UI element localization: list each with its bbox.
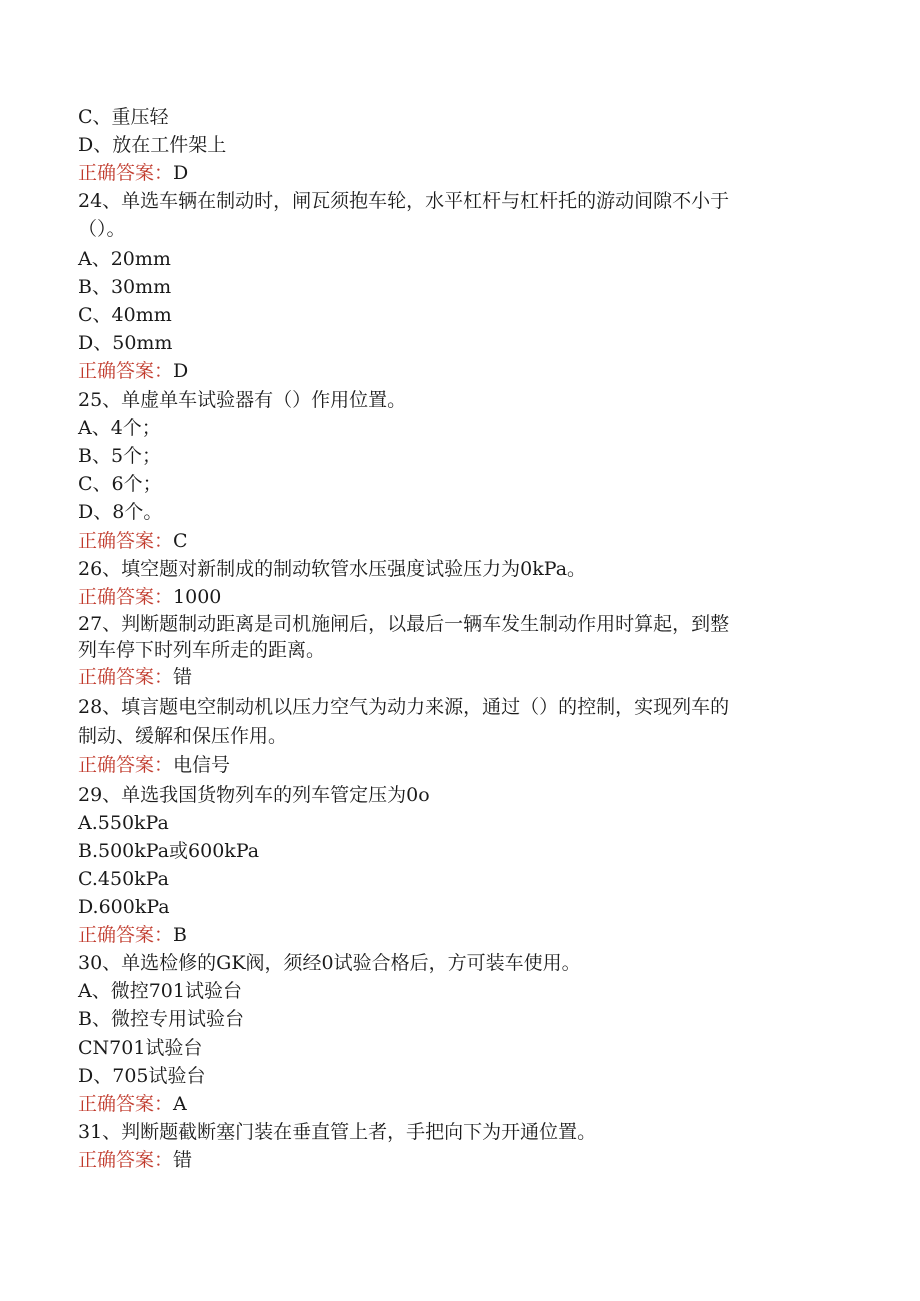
option-line: D、705试验台 [78, 1065, 206, 1087]
answer-line [78, 1146, 838, 1174]
answer-line [78, 921, 838, 949]
option-line: D.600kPa [78, 896, 170, 918]
answer-label: 正确答案： [78, 586, 174, 608]
option-line: C、重压轻 [78, 106, 169, 128]
option-line: A、20mm [78, 248, 171, 270]
answer-line [78, 751, 838, 779]
answer-value: B [173, 924, 187, 946]
question-line: 26、填空题对新制成的制动软管水压强度试验压力为0kPa。 [78, 558, 587, 580]
option-line: A、4个； [78, 417, 161, 439]
answer-value: 错 [173, 1149, 193, 1171]
answer-label: 正确答案： [78, 924, 174, 946]
option-line: D、放在工件架上 [78, 134, 227, 156]
question-line: 24、单选车辆在制动时，闸瓦须抱车轮，水平杠杆与杠杆托的游动间隙不小于 [78, 190, 730, 212]
answer-label: 正确答案： [78, 162, 174, 184]
option-line: B、5个； [78, 445, 162, 467]
answer-value: 电信号 [173, 754, 231, 776]
question-line: 30、单选检修的GK阀，须经0试验合格后，方可装车使用。 [78, 952, 581, 974]
answer-value: 1000 [173, 586, 222, 608]
answer-label: 正确答案： [78, 1149, 174, 1171]
option-line: CN701试验台 [78, 1037, 203, 1059]
question-line: 29、单选我国货物列车的列车管定压为0o [78, 784, 430, 806]
answer-line [78, 1090, 838, 1118]
answer-line [78, 527, 838, 555]
answer-value: C [173, 530, 188, 552]
option-line: B.500kPa或600kPa [78, 840, 260, 862]
option-line: A、微控701试验台 [78, 980, 242, 1002]
option-line: C、6个； [78, 473, 162, 495]
option-line: B、30mm [78, 276, 172, 298]
question-line: 27、判断题制动距离是司机施闸后，以最后一辆车发生制动作用时算起，到整 [78, 613, 730, 635]
answer-value: 错 [173, 666, 193, 688]
answer-label: 正确答案： [78, 360, 174, 382]
answer-label: 正确答案： [78, 754, 174, 776]
question-line: 列车停下时列车所走的距离。 [78, 639, 326, 661]
answer-label: 正确答案： [78, 1093, 174, 1115]
answer-line [78, 159, 838, 187]
question-line: 28、填言题电空制动机以压力空气为动力来源，通过（）的控制，实现列车的 [78, 696, 730, 718]
option-line: C、40mm [78, 304, 172, 326]
question-line: 25、单虚单车试验器有（）作用位置。 [78, 389, 407, 411]
option-line: D、50mm [78, 332, 173, 354]
answer-line [78, 583, 838, 611]
question-line: 31、判断题截断塞门装在垂直管上者，手把向下为开通位置。 [78, 1121, 597, 1143]
option-line: A.550kPa [78, 812, 169, 834]
answer-value: D [173, 162, 189, 184]
answer-value: A [173, 1093, 187, 1115]
answer-value: D [173, 360, 189, 382]
option-line: B、微控专用试验台 [78, 1008, 244, 1030]
question-line: 制动、缓解和保压作用。 [78, 725, 288, 747]
question-line: （）。 [78, 218, 126, 240]
option-line: D、8个。 [78, 501, 163, 523]
answer-label: 正确答案： [78, 666, 174, 688]
answer-line [78, 357, 838, 385]
answer-line [78, 663, 838, 691]
option-line: C.450kPa [78, 868, 169, 890]
answer-label: 正确答案： [78, 530, 174, 552]
